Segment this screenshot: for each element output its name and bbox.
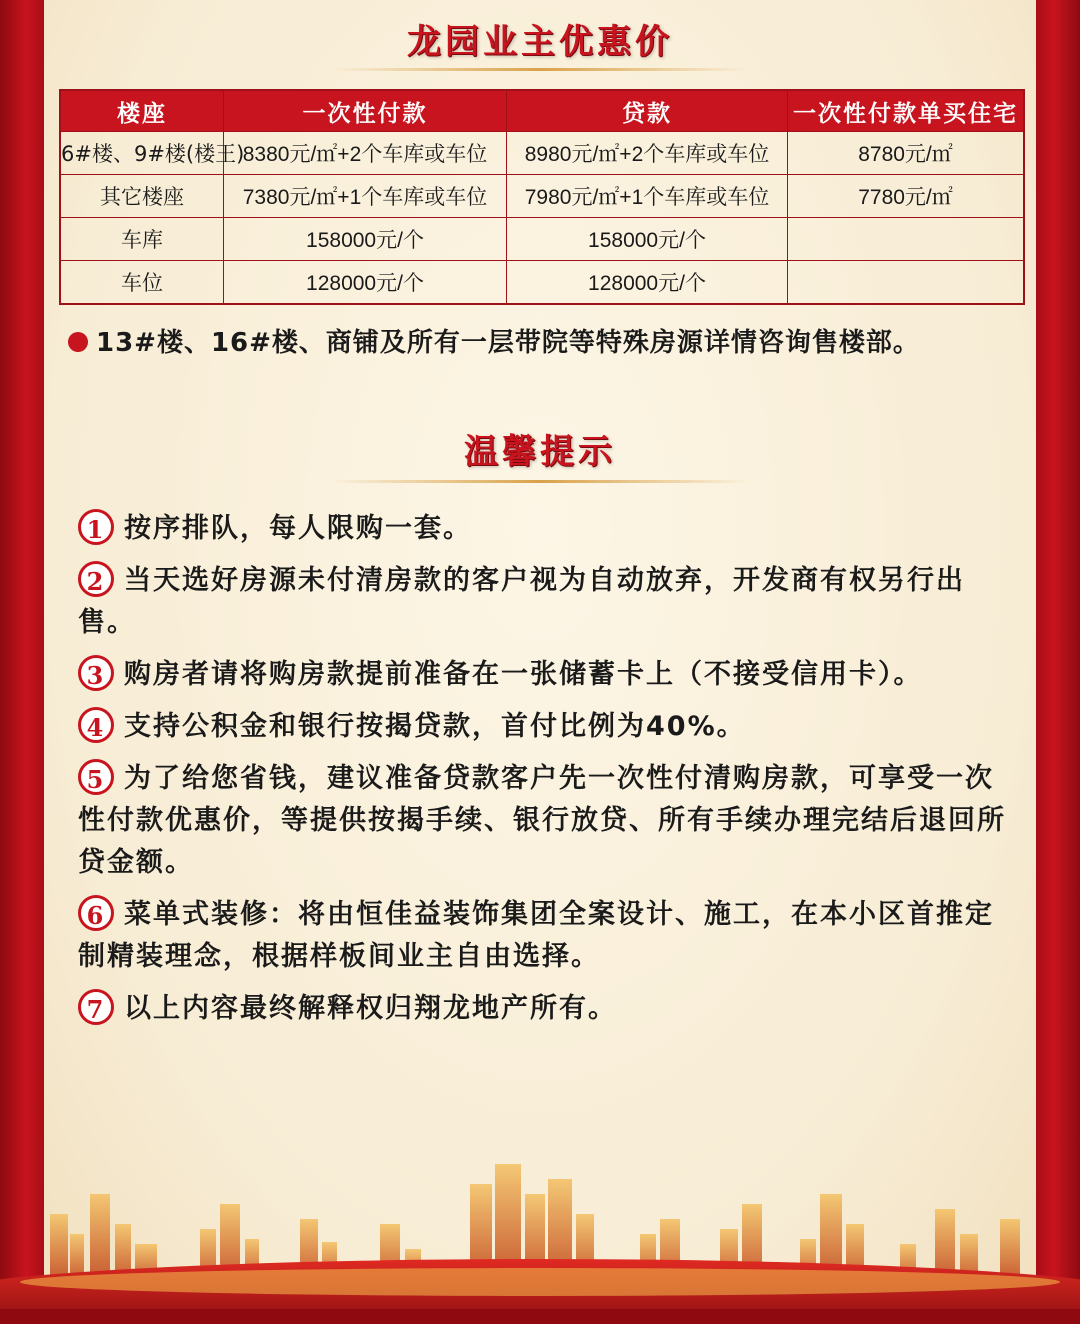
circled-number-icon: 1 [78, 509, 114, 545]
table-cell: 7780元/㎡ [788, 175, 1025, 218]
circled-number-icon: 7 [78, 989, 114, 1025]
circled-number-icon: 6 [78, 895, 114, 931]
table-row [60, 132, 1024, 175]
table-cell [788, 261, 1025, 305]
table-cell: 8780元/㎡ [788, 132, 1025, 175]
list-item [78, 560, 1008, 644]
table-header-row [60, 90, 1024, 132]
price-table [59, 89, 1025, 305]
title-underline [330, 480, 750, 483]
table-cell: 128000元/个 [507, 261, 788, 305]
bullet-dot-icon [68, 332, 88, 352]
city-skyline-decoration [0, 1124, 1080, 1324]
circled-number-icon: 5 [78, 759, 114, 795]
column-header: 楼座 [60, 90, 224, 132]
column-header: 一次性付款 [224, 90, 507, 132]
tip-text: 以上内容最终解释权归翔龙地产所有。 [124, 993, 617, 1024]
list-item [78, 706, 1008, 748]
table-cell: 8980元/㎡+2个车库或车位 [507, 132, 788, 175]
tips-section-title: 温馨提示 [464, 432, 616, 472]
table-cell: 7380元/㎡+1个车库或车位 [224, 175, 507, 218]
table-cell: 158000元/个 [507, 218, 788, 261]
circled-number-icon: 2 [78, 561, 114, 597]
list-item [78, 508, 1008, 550]
tip-text: 支持公积金和银行按揭贷款，首付比例为40%。 [124, 711, 746, 742]
list-item [78, 988, 1008, 1030]
tips-list [78, 508, 1008, 1040]
price-section-title: 龙园业主优惠价 [407, 22, 673, 62]
column-header: 贷款 [507, 90, 788, 132]
list-item [78, 894, 1008, 978]
tip-text: 为了给您省钱，建议准备贷款客户先一次性付清购房款，可享受一次性付款优惠价，等提供按揭手续、银行放贷、所有手续办理完结后退回所贷金额。 [78, 763, 1006, 878]
special-units-note [68, 322, 920, 359]
table-row [60, 261, 1024, 305]
tip-text: 当天选好房源未付清房款的客户视为自动放弃，开发商有权另行出售。 [78, 565, 965, 638]
table-cell: 8380元/㎡+2个车库或车位 [224, 132, 507, 175]
circled-number-icon: 3 [78, 655, 114, 691]
table-cell: 其它楼座 [60, 175, 224, 218]
table-cell [788, 218, 1025, 261]
table-row [60, 175, 1024, 218]
column-header: 一次性付款单买住宅 [788, 90, 1025, 132]
table-cell: 128000元/个 [224, 261, 507, 305]
table-row [60, 218, 1024, 261]
title-underline [330, 68, 750, 71]
tip-text: 按序排队，每人限购一套。 [124, 513, 472, 544]
tip-text: 菜单式装修：将由恒佳益装饰集团全案设计、施工，在本小区首推定制精装理念，根据样板间业主自由选择。 [78, 899, 994, 972]
note-text: 13#楼、16#楼、商铺及所有一层带院等特殊房源详情咨询售楼部。 [96, 328, 920, 358]
table-cell: 158000元/个 [224, 218, 507, 261]
table-cell: 6#楼、9#楼(楼王) [60, 132, 224, 175]
list-item [78, 758, 1008, 884]
list-item [78, 654, 1008, 696]
table-cell: 车位 [60, 261, 224, 305]
table-cell: 车库 [60, 218, 224, 261]
circled-number-icon: 4 [78, 707, 114, 743]
table-cell: 7980元/㎡+1个车库或车位 [507, 175, 788, 218]
tip-text: 购房者请将购房款提前准备在一张储蓄卡上（不接受信用卡）。 [124, 659, 923, 690]
